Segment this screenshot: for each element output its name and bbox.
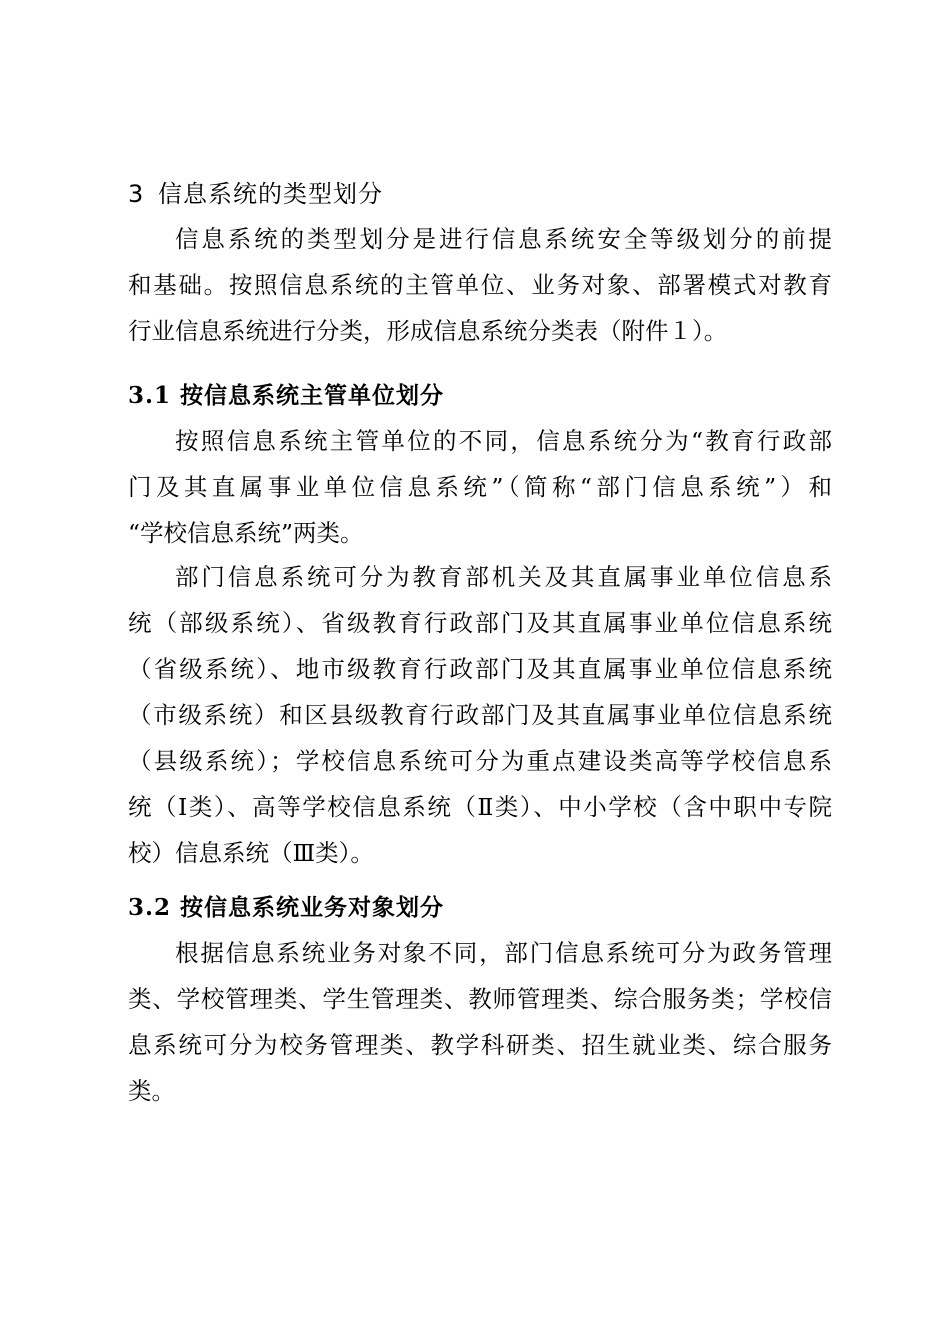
section-3-1-heading: 3.1 按信息系统主管单位划分 [128,382,445,409]
section-3-heading [128,174,383,214]
paragraph-line: （省级系统）、地市级教育行政部门及其直属事业单位信息系统 [128,655,832,683]
paragraph-line: 门及其直属事业单位信息系统”（简称“部门信息系统”）和 [128,473,832,501]
paragraph-line: 类、学校管理类、学生管理类、教师管理类、综合服务类；学校信 [128,985,832,1013]
section-3-number: 3 [128,180,145,208]
paragraph-line: （市级系统）和区县级教育行政部门及其直属事业单位信息系统 [128,701,832,729]
paragraph-line: （县级系统）；学校信息系统可分为重点建设类高等学校信息系 [128,747,832,775]
section-3-2-heading: 3.2 按信息系统业务对象划分 [128,894,445,921]
paragraph-line: 统（部级系统）、省级教育行政部门及其直属事业单位信息系统 [128,609,832,637]
paragraph-line: 信息系统的类型划分是进行信息系统安全等级划分的前提 [175,225,832,253]
section-3-1-paragraph-1 [128,418,832,556]
paragraph-line: 部门信息系统可分为教育部机关及其直属事业单位信息系 [175,563,832,591]
paragraph-line: 息系统可分为校务管理类、教学科研类、招生就业类、综合服务 [128,1031,832,1059]
paragraph-line: “学校信息系统”两类。 [128,519,364,547]
paragraph-line: 按照信息系统主管单位的不同，信息系统分为“教育行政部 [175,427,832,455]
paragraph-line: 类。 [128,1077,175,1105]
section-3-title: 信息系统的类型划分 [158,180,383,208]
section-3-1-paragraph-2 [128,554,832,876]
paragraph-line: 统（Ⅰ类）、高等学校信息系统（Ⅱ类）、中小学校（含中职中专院 [128,793,832,821]
section-3-paragraph [128,216,832,354]
section-3-2-paragraph-1 [128,930,832,1114]
paragraph-line: 行业信息系统进行分类，形成信息系统分类表（附件１）。 [128,317,728,345]
paragraph-line: 根据信息系统业务对象不同，部门信息系统可分为政务管理 [175,939,832,967]
paragraph-line: 校）信息系统（Ⅲ类）。 [128,839,374,867]
paragraph-line: 和基础。按照信息系统的主管单位、业务对象、部署模式对教育 [128,271,832,299]
